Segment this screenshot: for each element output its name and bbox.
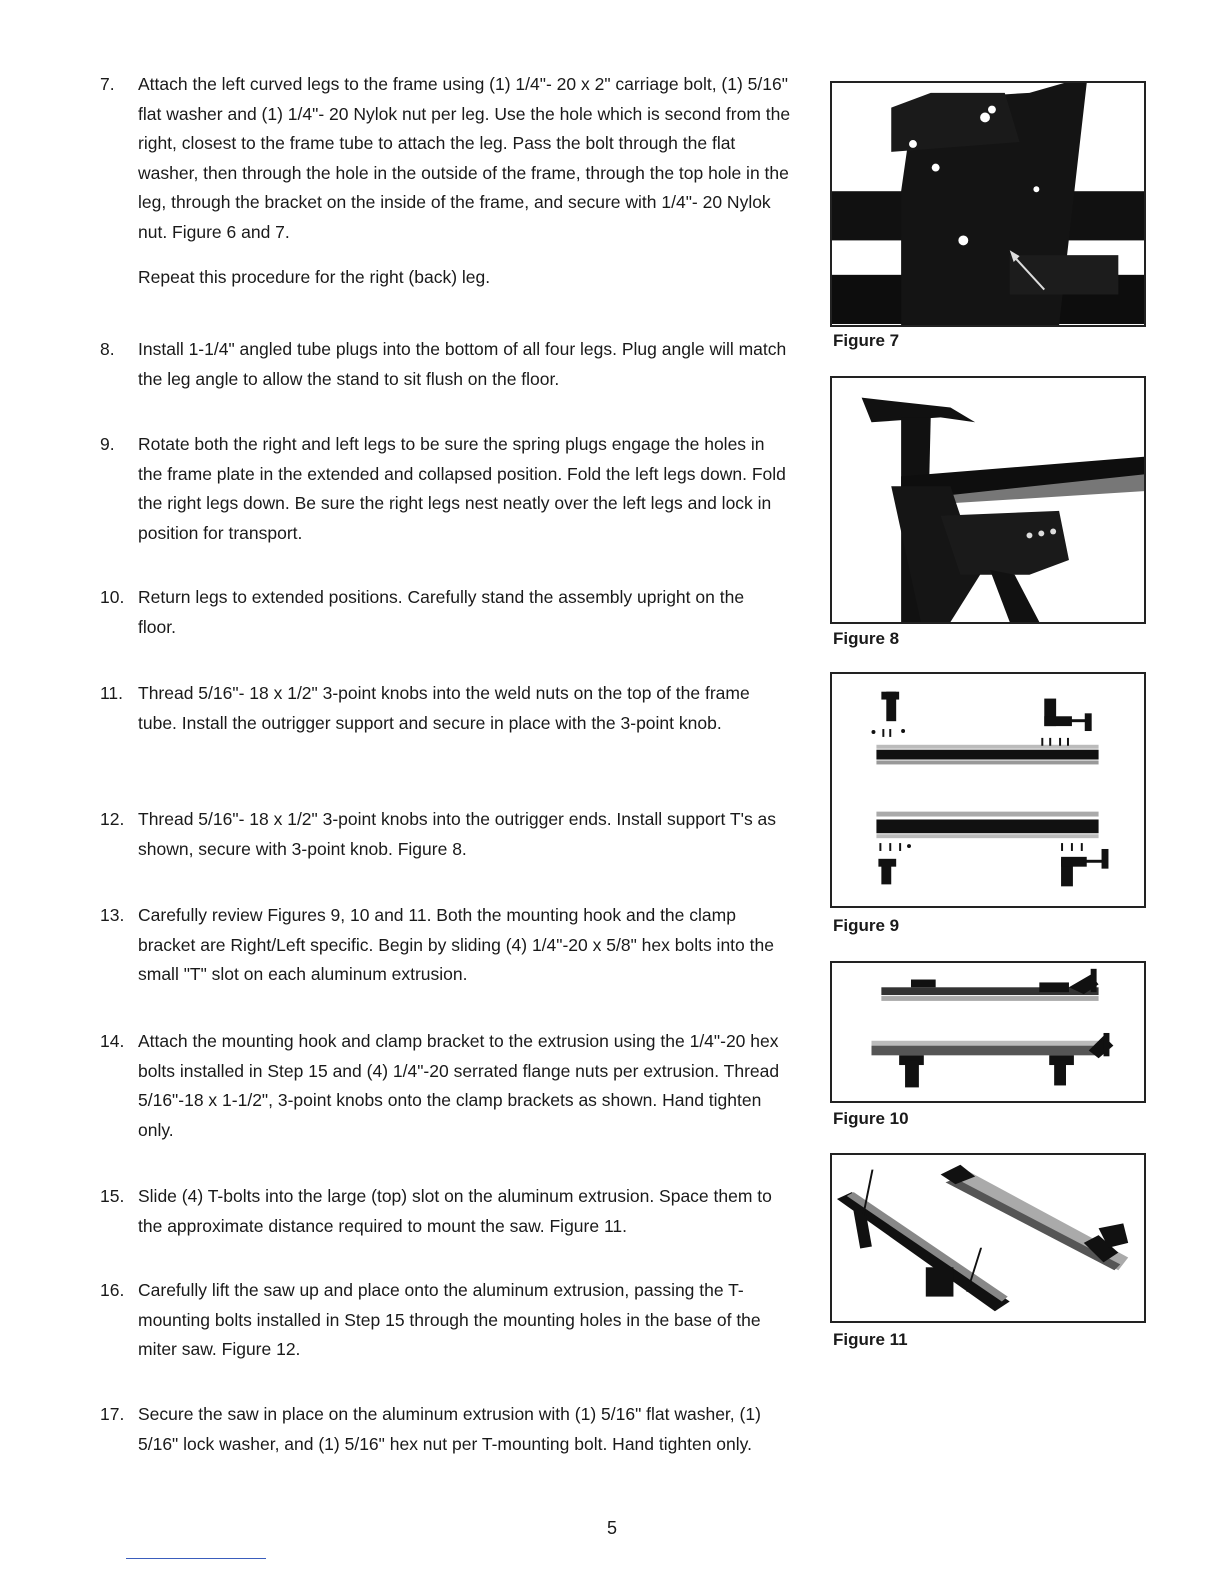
- step-number: 9.: [100, 434, 115, 454]
- step-16: [100, 1276, 800, 1365]
- extrusion-t-bolts-illustration: [832, 1155, 1144, 1321]
- page-number: 5: [606, 1518, 617, 1538]
- step-number: 14.: [100, 1031, 125, 1051]
- step-text: Thread 5/16"- 18 x 1/2" 3-point knobs into the outrigger ends. Install support T's as shown, secure with 3-point knob. Figure 8.: [138, 809, 777, 859]
- step-14: [100, 1027, 790, 1145]
- step-text: Carefully review Figures 9, 10 and 11. Both the mounting hook and the clamp bracket are Right/Left specific. Begin by sliding (4) 1/4"-20 x 5/8" hex bolts into the small "T" slot on each aluminum extrusion.: [138, 905, 774, 984]
- figure-9-caption: Figure 9: [833, 916, 900, 935]
- figure-8-photo: [830, 376, 1146, 624]
- step-number: 11.: [100, 683, 124, 703]
- step-number: 10.: [100, 587, 125, 607]
- step-number: 16.: [100, 1280, 125, 1300]
- step-text: Slide (4) T-bolts into the large (top) slot on the aluminum extrusion. Space them to the approximate distance required to mount the saw. Figure 11.: [138, 1186, 772, 1236]
- step-number: 7.: [100, 74, 115, 94]
- step-11: [100, 679, 780, 738]
- step-text: Install 1-1/4" angled tube plugs into the bottom of all four legs. Plug angle will match the leg angle to allow the stand to sit flush on the floor.: [138, 339, 787, 389]
- figure-9-diagram: [830, 672, 1146, 908]
- step-text: Attach the left curved legs to the frame using (1) 1/4"- 20 x 2" carriage bolt, (1) 5/16" flat washer and (1) 1/4"- 20 Nylok nut per leg. Use the hole which is second from the right, closest to the frame tube to attach the leg. Pass the bolt through the flat washer, then through the hole in the outside of the frame, through the top hole in the leg, through the bracket on the inside of the frame, and secure with 1/4"- 20 Nylok nut. Figure 6 and 7.: [138, 74, 791, 242]
- footer-rule: [126, 1558, 266, 1559]
- step-17: [100, 1400, 780, 1459]
- step-7: [100, 70, 800, 293]
- step-number: 13.: [100, 905, 125, 925]
- step-13: [100, 901, 780, 990]
- step-number: 17.: [100, 1404, 125, 1424]
- step-8: [100, 335, 800, 394]
- step-text: Carefully lift the saw up and place onto the aluminum extrusion, passing the T-mounting bolts installed in Step 15 through the mounting holes in the base of the miter saw. Figure 12.: [138, 1280, 761, 1359]
- leg-bracket-illustration: [832, 83, 1144, 325]
- step-number: 15.: [100, 1186, 125, 1206]
- step-12: [100, 805, 780, 864]
- extrusion-parts-diagram: [832, 674, 1144, 906]
- assembled-extrusions-illustration: [832, 963, 1144, 1101]
- step-subtext: Repeat this procedure for the right (back) leg.: [138, 267, 491, 287]
- outrigger-support-illustration: [832, 378, 1144, 622]
- figure-7-photo: [830, 81, 1146, 327]
- step-number: 8.: [100, 339, 115, 359]
- figure-8-caption: Figure 8: [833, 629, 900, 648]
- figure-7-caption: Figure 7: [833, 331, 900, 350]
- step-15: [100, 1182, 790, 1241]
- step-9: [100, 430, 790, 548]
- step-text: Secure the saw in place on the aluminum extrusion with (1) 5/16" flat washer, (1) 5/16" lock washer, and (1) 5/16" hex nut per T-mounting bolt. Hand tighten only.: [138, 1404, 761, 1454]
- figure-10-photo: [830, 961, 1146, 1103]
- figure-10-caption: Figure 10: [833, 1109, 909, 1128]
- step-10: [100, 583, 780, 642]
- step-number: 12.: [100, 809, 125, 829]
- step-text: Attach the mounting hook and clamp bracket to the extrusion using the 1/4"-20 hex bolts installed in Step 15 and (4) 1/4"-20 serrated flange nuts per extrusion. Thread 5/16"-18 x 1-1/2", 3-point knobs onto the clamp brackets as shown. Hand tighten only.: [138, 1031, 780, 1140]
- step-text: Return legs to extended positions. Carefully stand the assembly upright on the floor.: [138, 587, 745, 637]
- step-text: Rotate both the right and left legs to be sure the spring plugs engage the holes in the frame plate in the extended and collapsed position. Fold the left legs down. Fold the right legs down. Be sure the right legs nest neatly over the left legs and lock in position for transport.: [138, 434, 786, 543]
- figure-11-caption: Figure 11: [833, 1330, 908, 1349]
- step-text: Thread 5/16"- 18 x 1/2" 3-point knobs into the weld nuts on the top of the frame tube. Install the outrigger support and secure in place with the 3-point knob.: [138, 683, 750, 733]
- figure-11-photo: [830, 1153, 1146, 1323]
